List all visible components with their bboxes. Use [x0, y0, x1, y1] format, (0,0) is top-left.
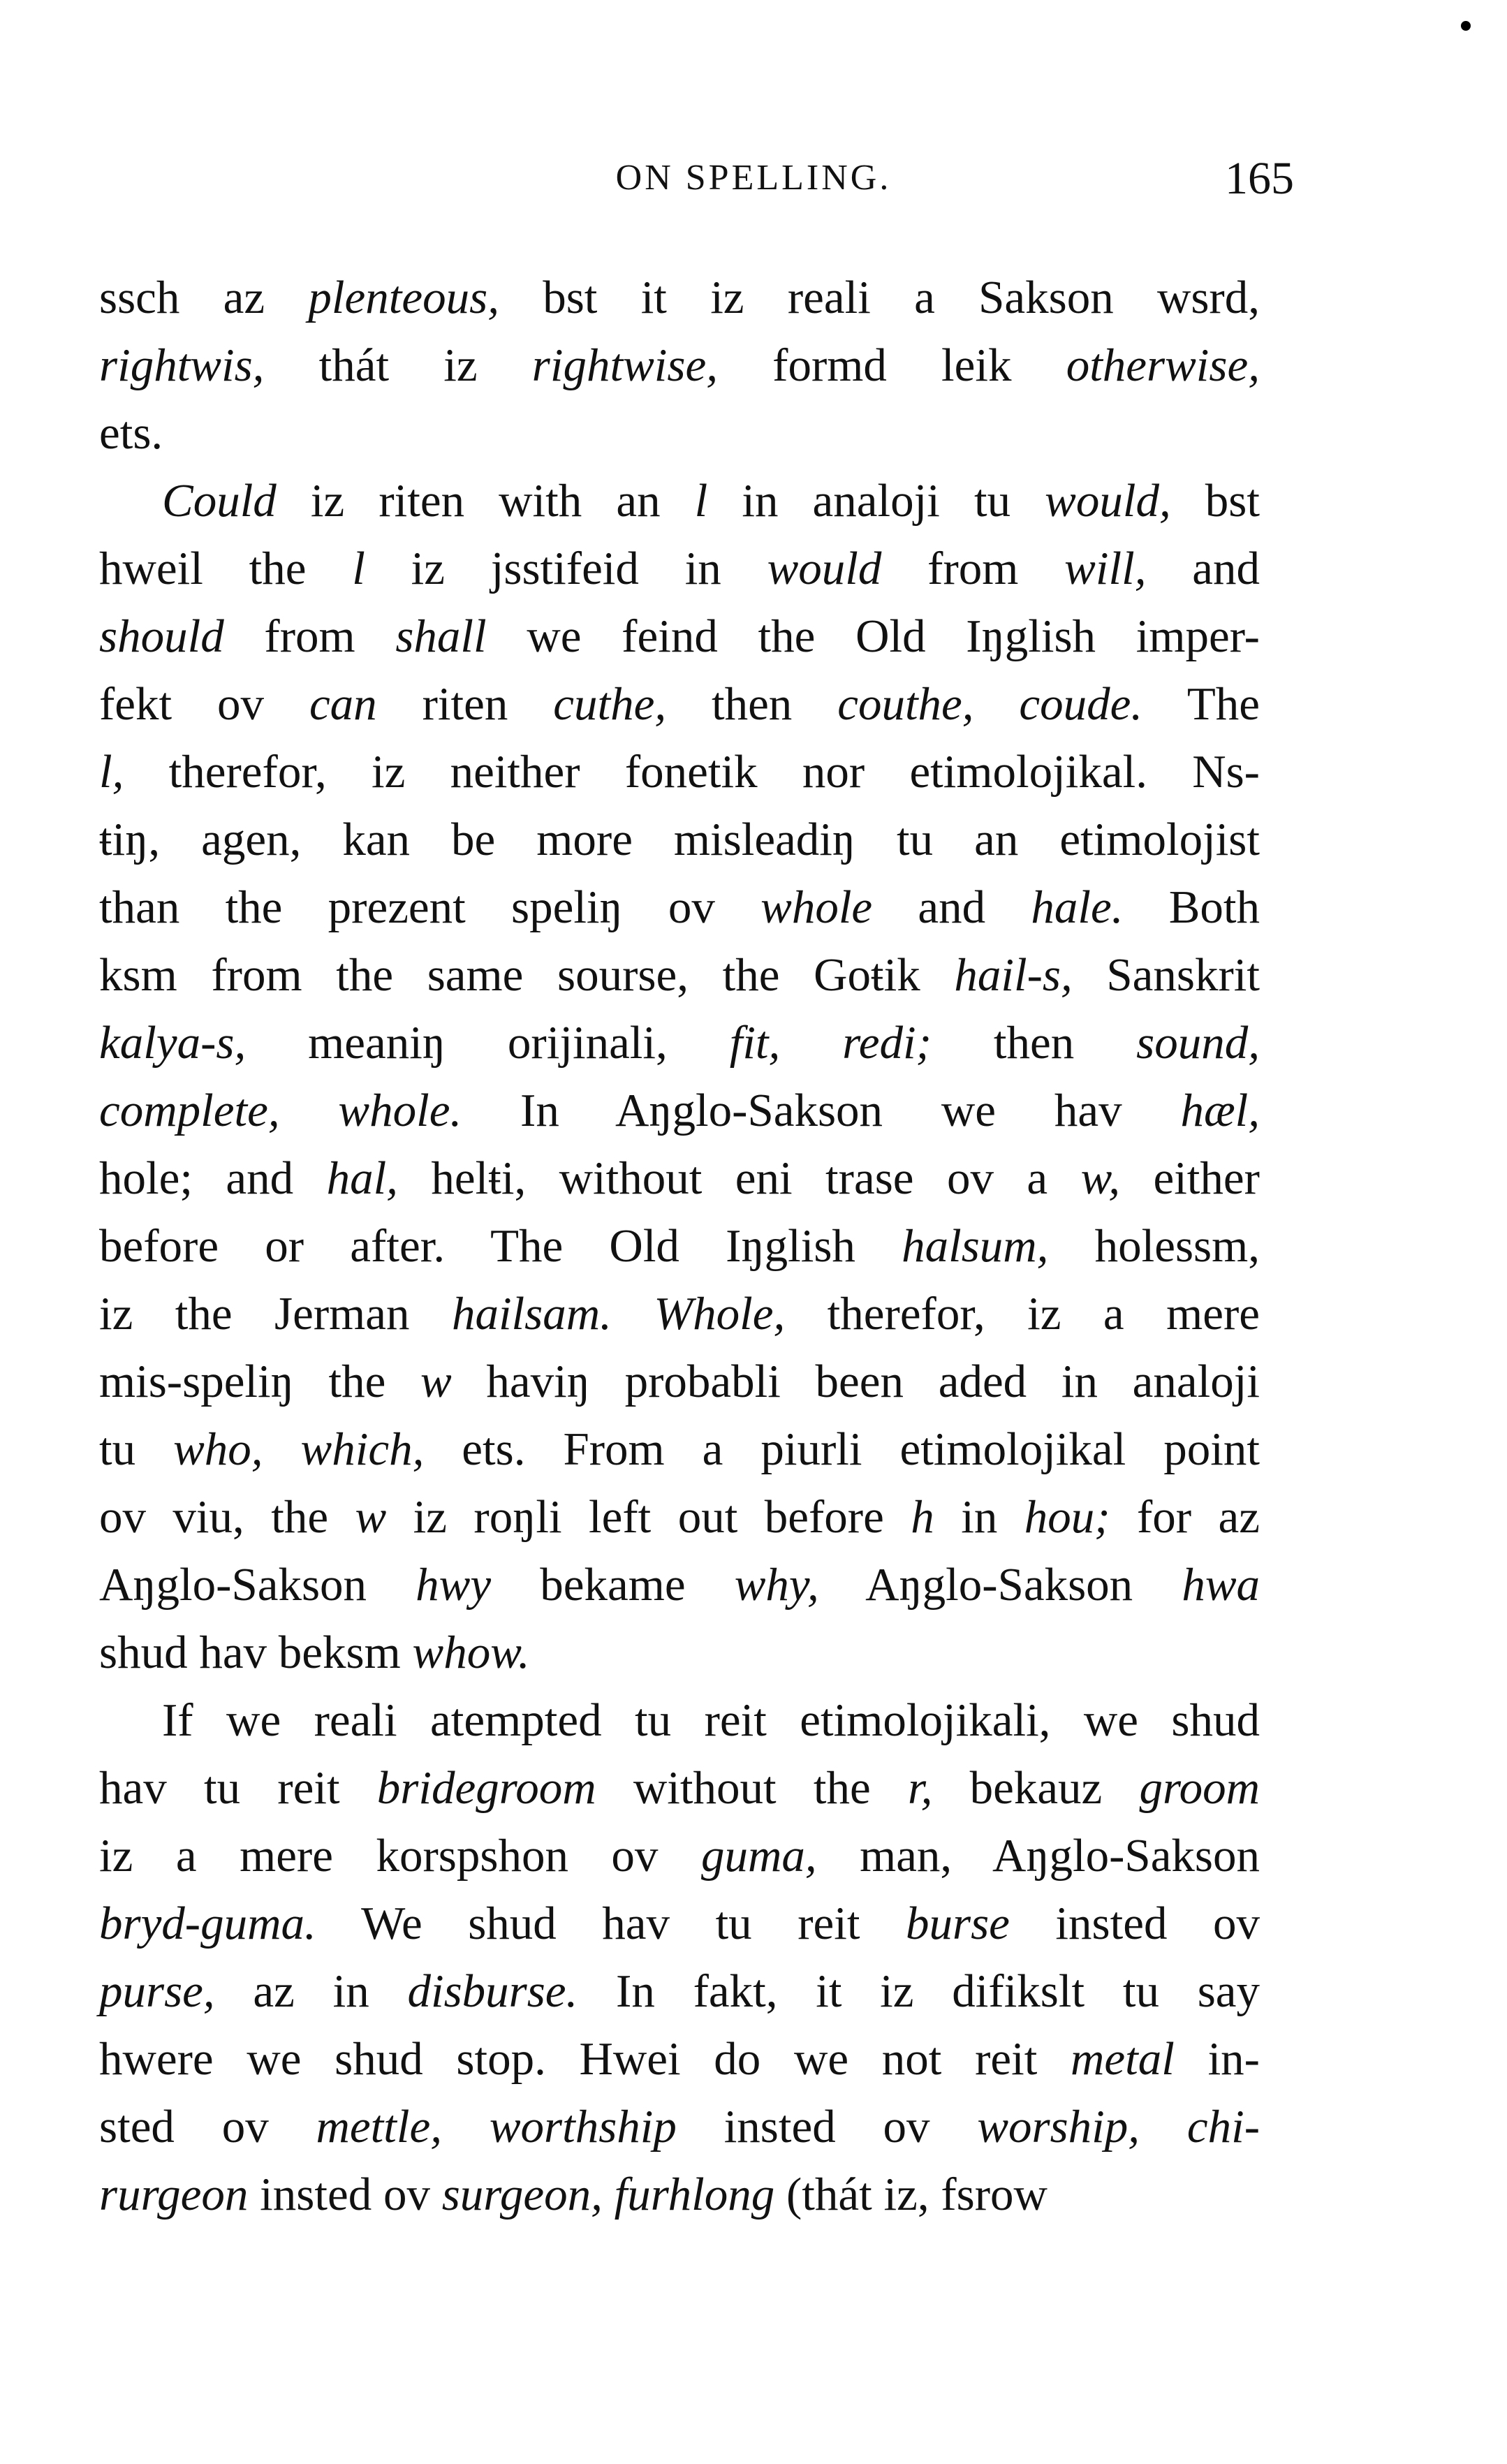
text-segment: ov viu, the	[99, 1491, 355, 1543]
text-line	[99, 1890, 1260, 1958]
text-segment: who, which,	[173, 1423, 425, 1475]
text-segment: l	[352, 543, 365, 594]
text-segment: therefor, iz neither fonetik nor etimolojikal. Ns-	[124, 746, 1260, 798]
text-line	[99, 1009, 1260, 1077]
text-segment: purse,	[99, 1965, 215, 2017]
text-segment: w	[355, 1491, 387, 1543]
text-line	[99, 1754, 1260, 1822]
text-segment: cuthe,	[553, 678, 667, 730]
text-segment: w	[420, 1356, 452, 1407]
text-segment: We shud hav tu reit	[316, 1898, 906, 1949]
text-segment: sound,	[1136, 1017, 1260, 1069]
text-line	[99, 535, 1260, 603]
text-segment: then	[666, 678, 838, 730]
text-segment: than the prezent speliŋ ov	[99, 881, 761, 933]
text-line	[99, 2025, 1260, 2093]
text-segment: why,	[734, 1559, 819, 1611]
text-segment: ets.	[99, 407, 163, 459]
text-segment: bst	[1170, 475, 1260, 527]
text-segment: helŧi, without eni trase ov a	[397, 1152, 1081, 1204]
text-segment: in analoji tu	[707, 475, 1045, 527]
text-line	[99, 1958, 1260, 2025]
text-segment: bridegroom	[376, 1762, 596, 1814]
text-segment: burse	[906, 1898, 1010, 1949]
text-segment: from	[223, 610, 396, 662]
text-segment: whole	[760, 881, 873, 933]
text-line	[99, 1077, 1260, 1145]
text-line	[99, 738, 1260, 806]
text-segment: should	[99, 610, 224, 662]
text-segment: hole; and	[99, 1152, 327, 1204]
text-line	[99, 1619, 1260, 1687]
text-segment: hail-s,	[954, 949, 1073, 1001]
text-line	[99, 2093, 1260, 2161]
text-segment: In Aŋglo-Sakson we hav	[462, 1085, 1181, 1136]
text-segment: either	[1120, 1152, 1260, 1204]
text-segment: would,	[1045, 475, 1171, 527]
text-segment: hæl,	[1180, 1085, 1260, 1136]
text-segment: ets. From a piurli etimolojikal point	[424, 1423, 1260, 1475]
text-segment: Could	[162, 475, 277, 527]
text-line	[99, 1483, 1260, 1551]
text-segment: fekt ov	[99, 678, 309, 730]
text-segment: hou;	[1024, 1491, 1110, 1543]
text-segment: therefor, iz a mere	[785, 1288, 1260, 1340]
text-segment: hweil the	[99, 543, 353, 594]
text-segment: iz the Jerman	[99, 1288, 452, 1340]
text-segment: rurgeon	[99, 2169, 249, 2220]
text-segment: bryd-guma.	[99, 1898, 316, 1949]
text-segment: complete, whole.	[99, 1085, 462, 1136]
text-segment: then	[931, 1017, 1137, 1069]
text-segment: The	[1142, 678, 1260, 730]
text-segment: disburse.	[407, 1965, 578, 2017]
text-segment: bekauz	[932, 1762, 1140, 1814]
text-segment: hav tu reit	[99, 1762, 377, 1814]
text-segment: without the	[596, 1762, 908, 1814]
text-segment: and	[1146, 543, 1260, 594]
text-segment: for az	[1110, 1491, 1260, 1543]
text-segment: (thát iz, fsrow	[774, 2169, 1047, 2220]
text-segment: r,	[907, 1762, 933, 1814]
text-segment: ŧiŋ, agen, kan be more misleadiŋ tu an etimolojist	[99, 814, 1260, 865]
text-segment	[442, 2101, 490, 2153]
text-segment: thát iz	[264, 339, 532, 391]
text-segment: bekame	[491, 1559, 735, 1611]
text-segment: can	[309, 678, 377, 730]
text-segment: bst it iz reali a Sakson wsrd,	[499, 272, 1260, 323]
text-segment: insted ov	[248, 2169, 442, 2220]
text-segment: would	[767, 543, 882, 594]
text-segment: groom	[1139, 1762, 1260, 1814]
text-segment: iz roŋli left out before	[386, 1491, 911, 1543]
text-segment: worthship	[489, 2101, 677, 2153]
text-segment: kalya-s,	[99, 1017, 247, 1069]
text-segment: insted ov	[1009, 1898, 1260, 1949]
text-line	[99, 874, 1260, 941]
text-segment: h	[911, 1491, 934, 1543]
text-line	[99, 399, 1260, 467]
text-segment: insted ov	[676, 2101, 978, 2153]
text-segment: formd leik	[717, 339, 1066, 391]
text-segment: Whole,	[654, 1288, 786, 1340]
text-segment: fit, redi;	[729, 1017, 932, 1069]
text-segment: ksm from the same sourse, the Goŧik	[99, 949, 955, 1001]
body-text	[99, 264, 1260, 2229]
text-line	[99, 467, 1260, 535]
text-line	[99, 1280, 1260, 1348]
page-number: 165	[1225, 153, 1294, 204]
text-segment: hwere we shud stop. Hwei do we not reit	[99, 2033, 1071, 2085]
text-segment: l	[694, 475, 708, 527]
text-segment: shall	[395, 610, 487, 662]
text-segment: w,	[1080, 1152, 1121, 1204]
text-segment: iz a mere korspshon ov	[99, 1830, 701, 1882]
text-segment	[612, 1288, 654, 1340]
text-segment: man, Aŋglo-Sakson	[816, 1830, 1260, 1882]
text-segment: In fakt, it iz difikslt tu say	[578, 1965, 1260, 2017]
text-segment: otherwise,	[1066, 339, 1260, 391]
text-segment: Aŋglo-Sakson	[818, 1559, 1182, 1611]
text-segment: tu	[99, 1423, 174, 1475]
text-segment: Both	[1123, 881, 1260, 933]
text-segment: shud hav beksm	[99, 1627, 413, 1678]
text-segment: we feind the Old Iŋglish imper-	[486, 610, 1260, 662]
text-line	[99, 806, 1260, 874]
text-segment	[603, 2169, 615, 2220]
text-segment: Sanskrit	[1072, 949, 1260, 1001]
text-line	[99, 264, 1260, 332]
text-segment: furhlong	[614, 2169, 775, 2220]
text-segment: sted ov	[99, 2101, 316, 2153]
text-segment: hwy	[416, 1559, 492, 1611]
text-segment: will,	[1064, 543, 1147, 594]
text-segment: metal	[1071, 2033, 1175, 2085]
text-segment: surgeon,	[441, 2169, 603, 2220]
text-segment: hailsam.	[451, 1288, 612, 1340]
text-segment: holessm,	[1048, 1220, 1260, 1272]
text-segment: plenteous,	[308, 272, 499, 323]
text-line	[99, 1145, 1260, 1212]
text-line	[99, 1687, 1260, 1754]
text-line	[99, 603, 1260, 670]
text-segment: rightwis,	[99, 339, 265, 391]
text-segment: iz riten with an	[276, 475, 695, 527]
text-segment: l,	[99, 746, 124, 798]
text-line	[99, 1416, 1260, 1483]
text-segment: and	[872, 881, 1031, 933]
text-segment: in-	[1174, 2033, 1260, 2085]
text-line	[99, 2161, 1260, 2229]
text-segment: Aŋglo-Sakson	[99, 1559, 416, 1611]
text-segment: rightwise,	[531, 339, 718, 391]
text-line	[99, 1212, 1260, 1280]
text-segment: mis-speliŋ the	[99, 1356, 421, 1407]
text-segment: hwa	[1182, 1559, 1260, 1611]
text-line	[99, 1348, 1260, 1416]
running-title: ON SPELLING.	[615, 158, 892, 198]
text-segment: meaniŋ orijinali,	[246, 1017, 730, 1069]
text-line	[99, 941, 1260, 1009]
text-line	[99, 1822, 1260, 1890]
text-segment: from	[881, 543, 1065, 594]
text-segment: riten	[376, 678, 554, 730]
text-segment: worship, chi-	[977, 2101, 1260, 2153]
text-line	[99, 1551, 1260, 1619]
text-segment: hal,	[326, 1152, 398, 1204]
text-segment: iz jsstifeid in	[365, 543, 767, 594]
text-segment: If we reali atempted tu reit etimolojikali, we shud	[162, 1694, 1260, 1746]
text-segment: in	[934, 1491, 1024, 1543]
text-segment: mettle,	[316, 2101, 442, 2153]
text-line	[99, 332, 1260, 399]
text-segment: couthe, coude.	[837, 678, 1143, 730]
ink-dot	[1461, 21, 1471, 31]
text-segment: whow.	[412, 1627, 530, 1678]
text-segment: haviŋ probabli been aded in analoji	[451, 1356, 1260, 1407]
text-segment: guma,	[700, 1830, 817, 1882]
text-segment: az in	[214, 1965, 408, 2017]
text-segment: hale.	[1031, 881, 1124, 933]
text-line	[99, 670, 1260, 738]
text-segment: before or after. The Old Iŋglish	[99, 1220, 902, 1272]
text-segment: ssch az	[99, 272, 309, 323]
text-segment: halsum,	[902, 1220, 1049, 1272]
